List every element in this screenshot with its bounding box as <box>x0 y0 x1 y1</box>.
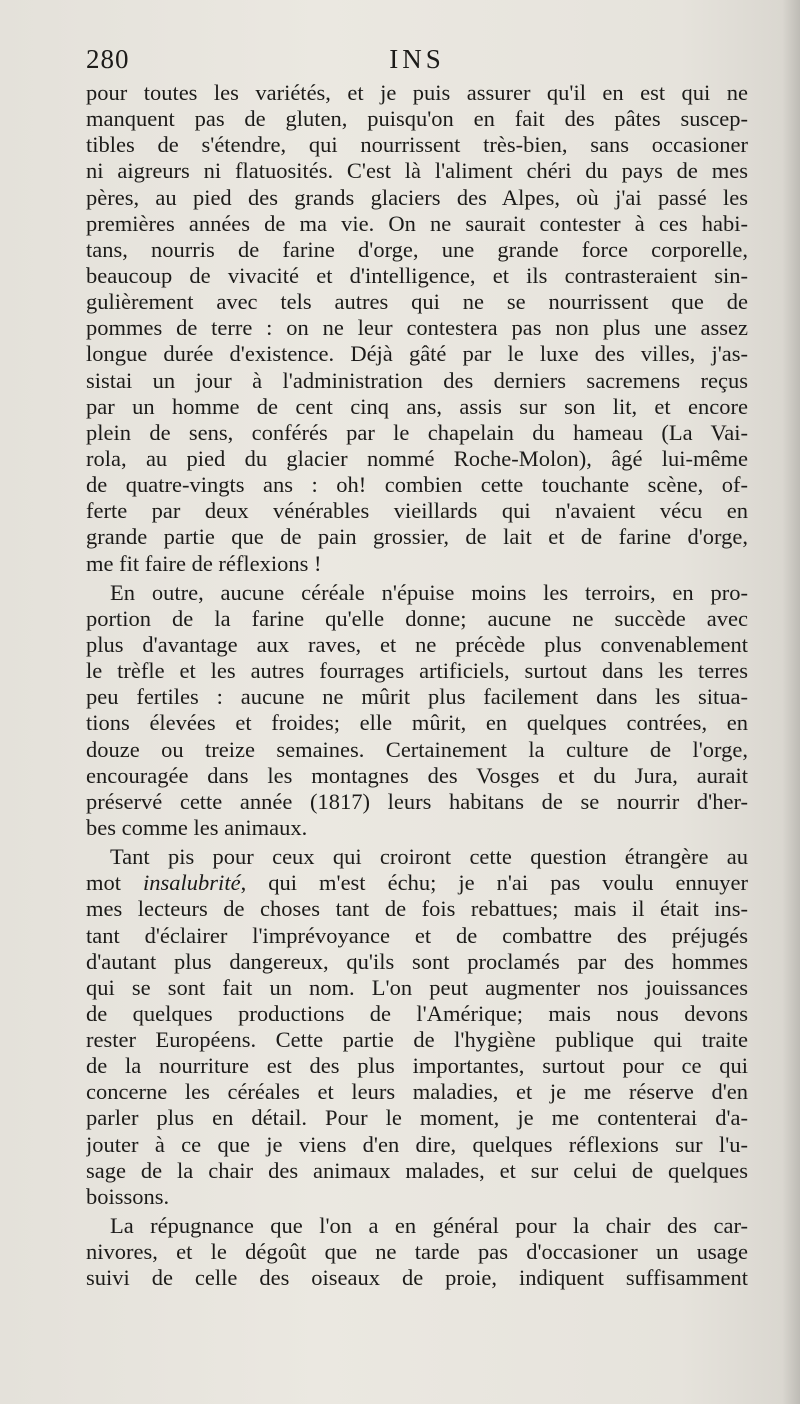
text-line: tions élevées et froides; elle mûrit, en quelques contrées, en <box>86 710 748 736</box>
text-line: grande partie que de pain grossier, de lait et de farine d'orge, <box>86 524 748 550</box>
text-line: mot insalubrité, qui m'est échu; je n'ai pas voulu ennuyer <box>86 870 748 896</box>
body-text <box>86 80 748 1294</box>
text-line: plein de sens, conférés par le chapelain du hameau (La Vai- <box>86 419 748 445</box>
text-line: tant d'éclairer l'imprévoyance et de combattre des préjugés <box>86 922 748 948</box>
text-line: jouter à ce que je viens d'en dire, quelques réflexions sur l'u- <box>86 1131 748 1157</box>
text-line: portion de la farine qu'elle donne; aucune ne succède avec <box>86 605 748 631</box>
text-line: suivi de celle des oiseaux de proie, indiquent suffisamment <box>86 1265 748 1291</box>
text-line: sage de la chair des animaux malades, et sur celui de quelques <box>86 1157 748 1183</box>
text-line: manquent pas de gluten, puisqu'on en fait des pâtes suscep- <box>86 106 748 132</box>
text-line: ni aigreurs ni flatuosités. C'est là l'aliment chéri du pays de mes <box>86 158 748 184</box>
text-line: de quatre-vingts ans : oh! combien cette touchante scène, of- <box>86 472 748 498</box>
page-number: 280 <box>86 44 130 74</box>
paragraph-4 <box>86 1213 748 1291</box>
text-line: premières années de ma vie. On ne saurait contester à ces habi- <box>86 210 748 236</box>
running-head: INS <box>389 44 445 74</box>
text-line: douze ou treize semaines. Certainement la culture de l'orge, <box>86 736 748 762</box>
text-line: plus d'avantage aux raves, et ne précède plus convenablement <box>86 631 748 657</box>
text-line: parler plus en détail. Pour le moment, je me contenterai d'a- <box>86 1105 748 1131</box>
text-line: boissons. <box>86 1183 170 1209</box>
text-line: ferte par deux vénérables vieillards qui n'avaient vécu en <box>86 498 748 524</box>
text-line: nivores, et le dégoût que ne tarde pas d'occasioner un usage <box>86 1239 748 1265</box>
text-line: bes comme les animaux. <box>86 814 308 840</box>
text-line: d'autant plus dangereux, qu'ils sont proclamés par des hommes <box>86 948 748 974</box>
page-header <box>86 44 748 78</box>
text-line: peu fertiles : aucune ne mûrit plus facilement dans les situa- <box>86 684 748 710</box>
text-line: pour toutes les variétés, et je puis assurer qu'il en est qui ne <box>86 80 748 105</box>
text-line: pommes de terre : on ne leur contestera pas non plus une assez <box>86 315 748 341</box>
paragraph-2 <box>86 580 748 841</box>
text-line: concerne les céréales et leurs maladies, et je me réserve d'en <box>86 1079 748 1105</box>
paragraph-1 <box>86 80 748 577</box>
text-line: de la nourriture est des plus importantes, surtout pour ce qui <box>86 1053 748 1079</box>
text-line: sistai un jour à l'administration des derniers sacremens reçus <box>86 367 748 393</box>
text-line: par un homme de cent cinq ans, assis sur son lit, et encore <box>86 393 748 419</box>
text-line: me fit faire de réflexions ! <box>86 550 322 576</box>
text-line: de quelques productions de l'Amérique; mais nous devons <box>86 1000 748 1026</box>
text-line: rola, au pied du glacier nommé Roche-Molon), âgé lui-même <box>86 445 748 471</box>
text-line: gulièrement avec tels autres qui ne se nourrissent que de <box>86 289 748 315</box>
text-line: Tant pis pour ceux qui croiront cette question étrangère au <box>110 844 748 870</box>
text-line: pères, au pied des grands glaciers des Alpes, où j'ai passé les <box>86 184 748 210</box>
paragraph-3 <box>86 844 748 1210</box>
text-line: préservé cette année (1817) leurs habitans de se nourrir d'her- <box>86 788 748 814</box>
text-line: mes lecteurs de choses tant de fois rebattues; mais il était ins- <box>86 896 748 922</box>
text-line: longue durée d'existence. Déjà gâté par le luxe des villes, j'as- <box>86 341 748 367</box>
text-line: La répugnance que l'on a en général pour la chair des car- <box>110 1213 748 1239</box>
text-line: tibles de s'étendre, qui nourrissent très-bien, sans occasioner <box>86 132 748 158</box>
text-line: le trèfle et les autres fourrages artificiels, surtout dans les terres <box>86 658 748 684</box>
text-line: tans, nourris de farine d'orge, une grande force corporelle, <box>86 236 748 262</box>
text-line: En outre, aucune céréale n'épuise moins les terroirs, en pro- <box>110 579 748 605</box>
text-line: rester Européens. Cette partie de l'hygiène publique qui traite <box>86 1027 748 1053</box>
text-line: encouragée dans les montagnes des Vosges et du Jura, aurait <box>86 762 748 788</box>
text-line: beaucoup de vivacité et d'intelligence, et ils contrasteraient sin- <box>86 262 748 288</box>
text-line: qui se sont fait un nom. L'on peut augmenter nos jouissances <box>86 974 748 1000</box>
